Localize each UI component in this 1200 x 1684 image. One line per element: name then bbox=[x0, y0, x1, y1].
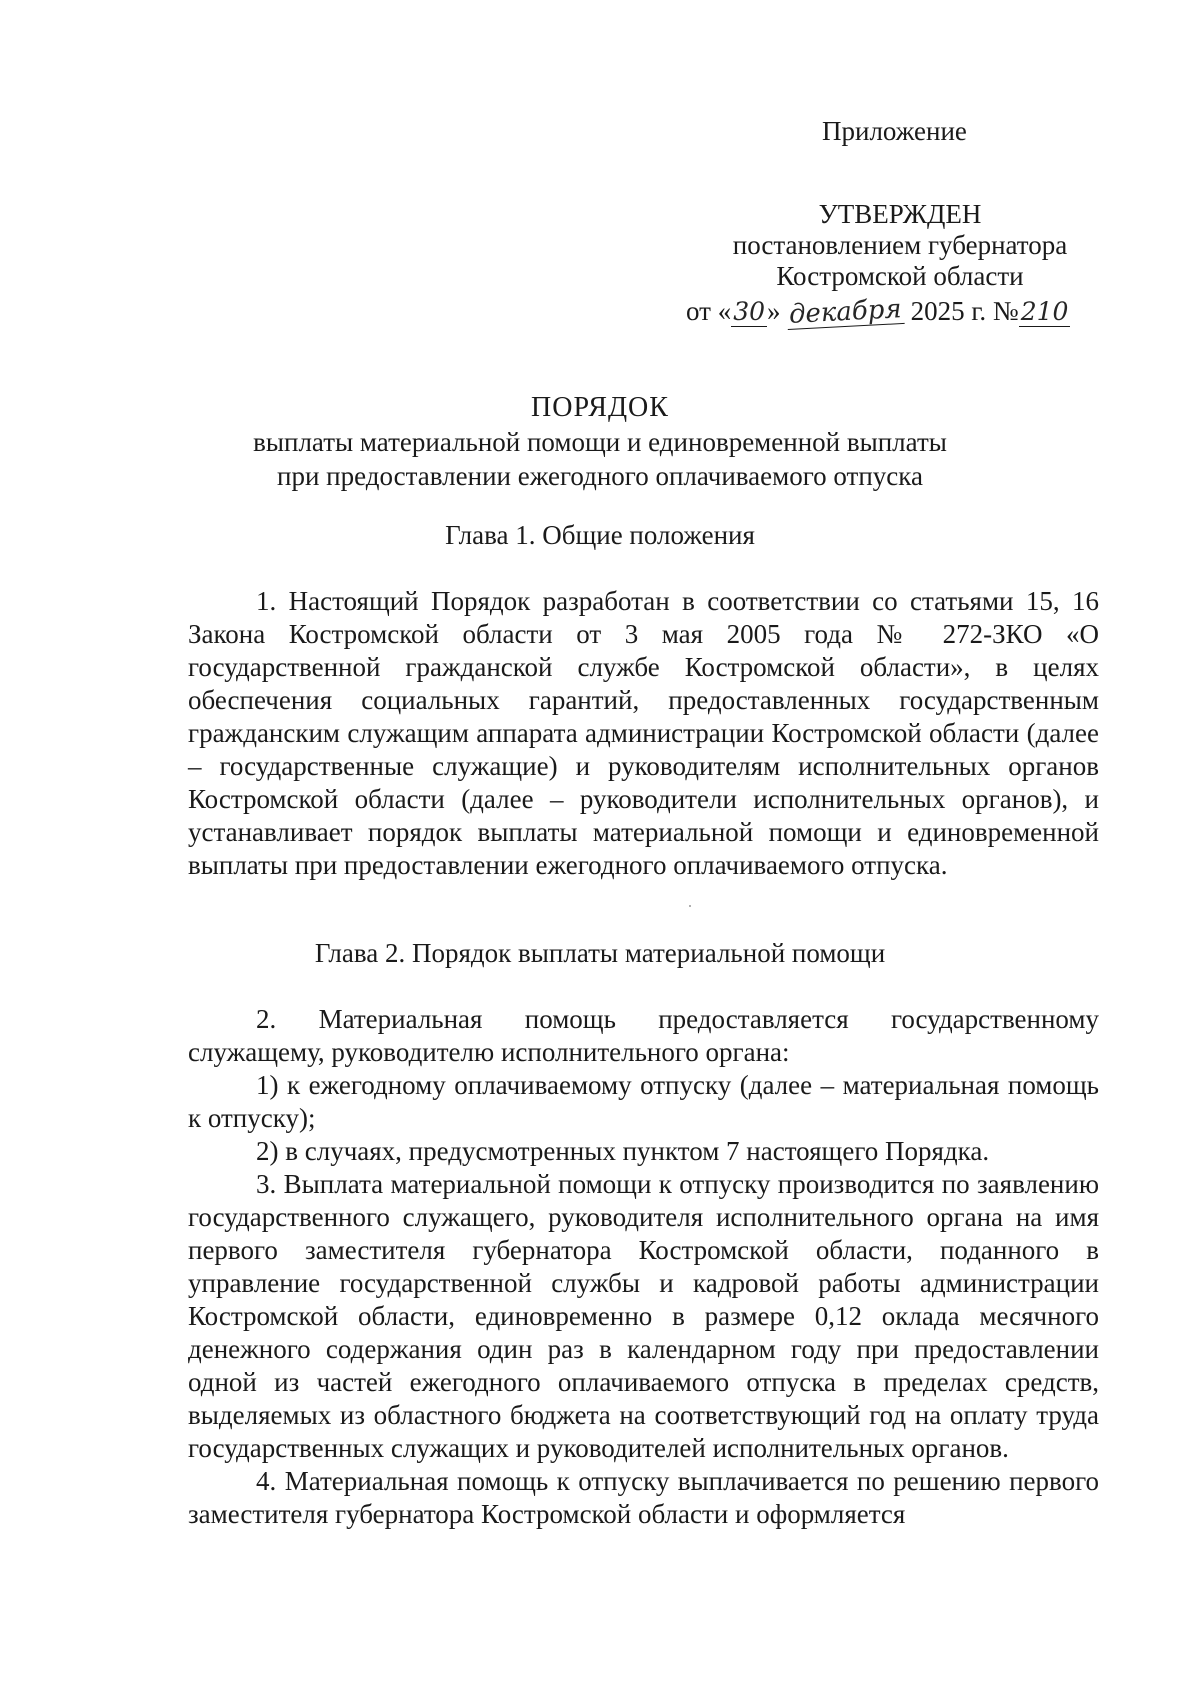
scan-speck bbox=[689, 905, 691, 907]
paragraph-2-item-1: 1) к ежегодному оплачиваемому отпуску (далее – материальная помощь к отпуску); bbox=[188, 1070, 1099, 1133]
approved-by-line2: Костромской области bbox=[776, 261, 1024, 291]
paragraph-1: 1. Настоящий Порядок разработан в соответствии со статьями 15, 16 Закона Костромской области от 3 мая 2005 года № 272-ЗКО «О государственной гражданской службе Костромской области», в целях обеспечения социальных гарантий, предоставленных государственным гражданским служащим аппарата администрации Костромской области (далее – государственные служащие) и руководителям исполнительных органов Костромской области (далее – руководители исполнительных органов), и устанавливает порядок выплаты материальной помощи и единовременной выплаты при предоставлении ежегодного оплачиваемого отпуска. bbox=[188, 586, 1099, 880]
approved-label: УТВЕРЖДЕН bbox=[818, 199, 982, 229]
date-day-handwritten: 30 bbox=[733, 297, 766, 326]
paragraph-2-item-2: 2) в случаях, предусмотренных пунктом 7 настоящего Порядка. bbox=[256, 1136, 990, 1166]
title-line1: выплаты материальной помощи и единовременной выплаты bbox=[253, 427, 947, 457]
chapter1-body bbox=[188, 585, 1099, 882]
approved-by-line1: постановлением губернатора bbox=[732, 230, 1068, 260]
date-month-handwritten: декабря bbox=[788, 294, 903, 330]
approved-stamp-text bbox=[690, 199, 1110, 292]
date-prefix: от « bbox=[686, 296, 732, 326]
title-line2: при предоставлении ежегодного оплачиваемого отпуска bbox=[277, 461, 923, 491]
appendix-label: Приложение bbox=[822, 116, 967, 146]
document-title bbox=[0, 391, 1200, 493]
paragraph-2: 2. Материальная помощь предоставляется государственному служащему, руководителю исполнительного органа: bbox=[188, 1004, 1099, 1067]
resolution-number-handwritten: 210 bbox=[1020, 297, 1069, 326]
chapter1-heading: Глава 1. Общие положения bbox=[445, 520, 755, 550]
paragraph-4: 4. Материальная помощь к отпуску выплачивается по решению первого заместителя губернатора Костромской области и оформляется bbox=[188, 1466, 1099, 1529]
resolution-date-line bbox=[686, 294, 1070, 330]
chapter2-body bbox=[188, 1003, 1099, 1531]
paragraph-3: 3. Выплата материальной помощи к отпуску производится по заявлению государственного служащего, руководителя исполнительного органа на имя первого заместителя губернатора Костромской области, поданного в управление государственной службы и кадровой работы администрации Костромской области, единовременно в размере 0,12 оклада месячного денежного содержания один раз в календарном году при предоставлении одной из частей ежегодного оплачиваемого отпуска в пределах средств, выделяемых из областного бюджета на соответствующий год на оплату труда государственных служащих и руководителей исполнительных органов. bbox=[188, 1169, 1099, 1463]
date-mid: » bbox=[767, 296, 781, 326]
chapter2-heading: Глава 2. Порядок выплаты материальной помощи bbox=[314, 938, 886, 968]
date-year: 2025 г. № bbox=[910, 296, 1019, 326]
title-main: ПОРЯДОК bbox=[531, 392, 669, 423]
